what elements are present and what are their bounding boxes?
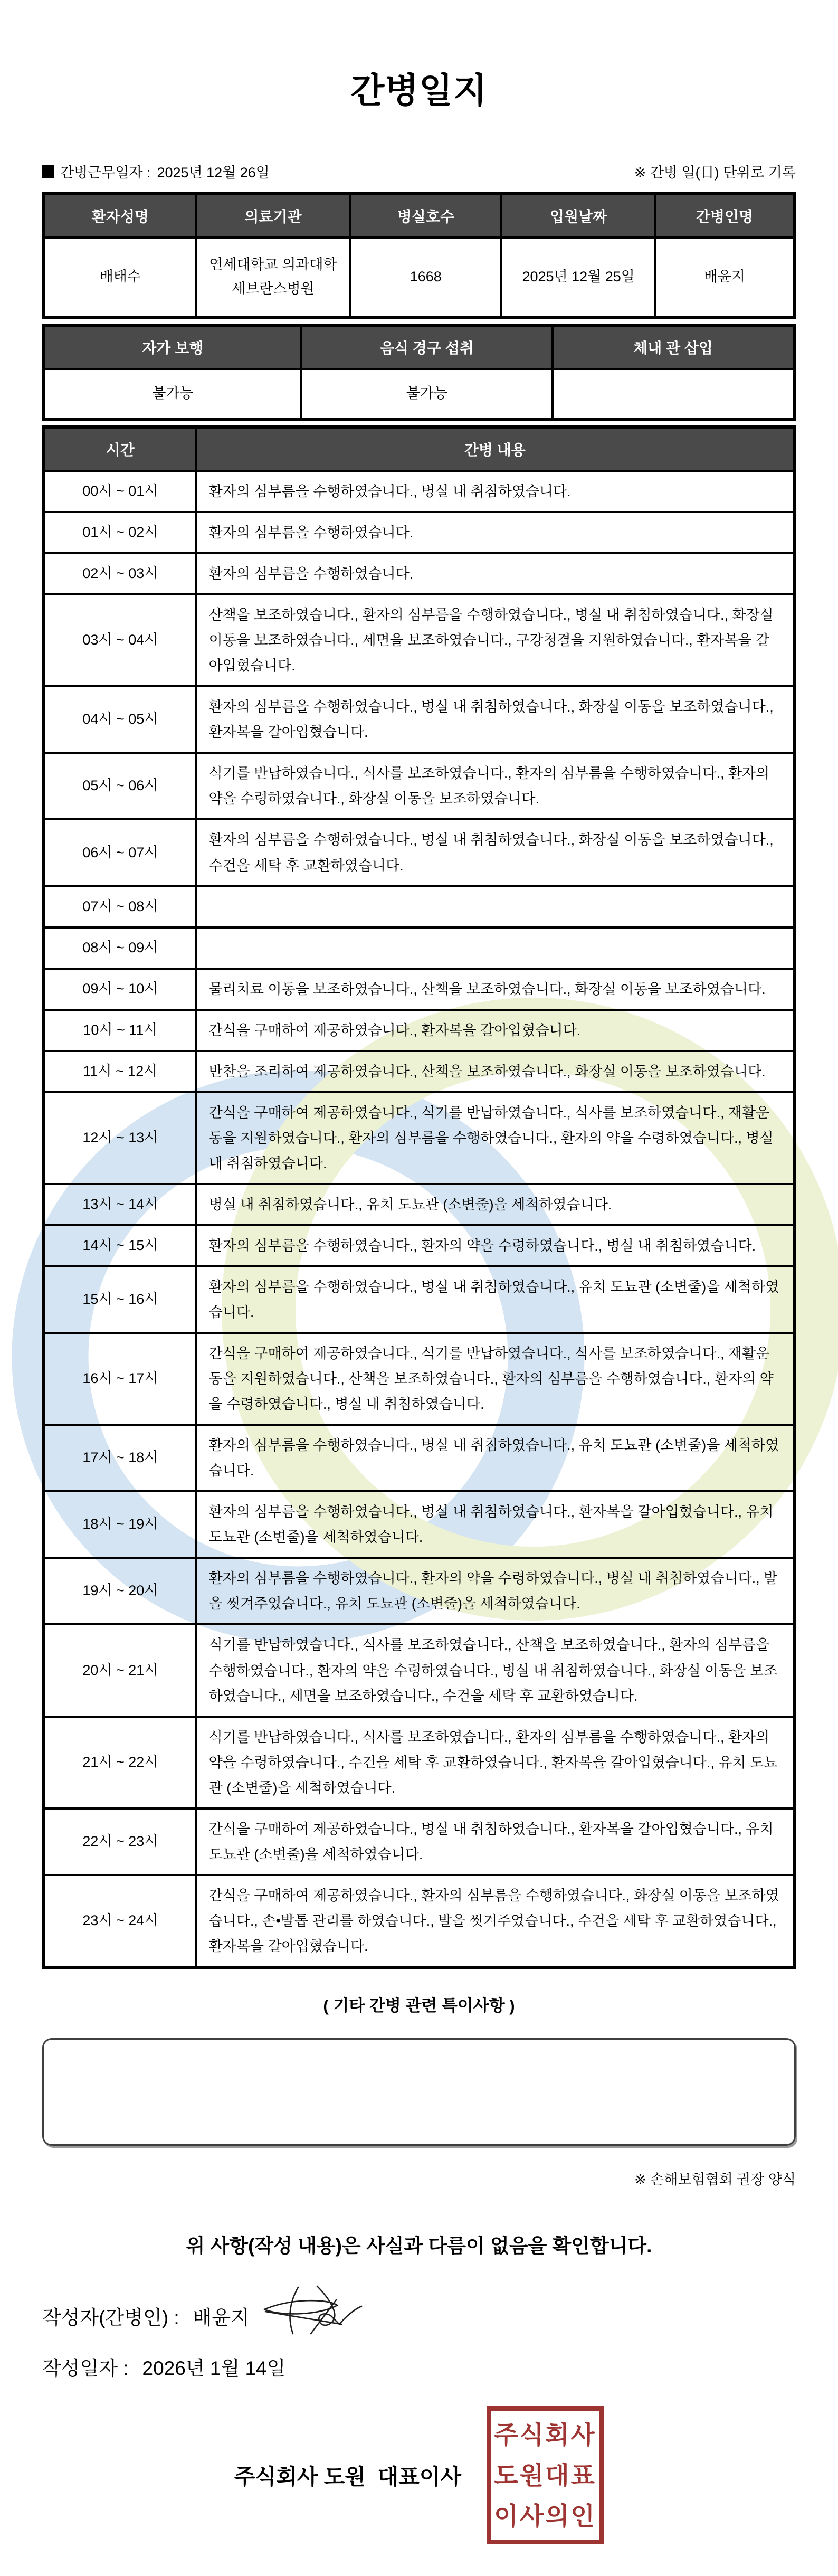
oral-intake-header: 음식 경구 섭취	[301, 325, 553, 369]
admission-date-value: 2025년 12월 25일	[501, 238, 655, 317]
care-table-row	[44, 1425, 794, 1491]
stamp-text-line: 주식회사	[494, 2421, 596, 2449]
stamp-text-line: 도원대표	[494, 2462, 596, 2490]
care-content: 환자의 심부름을 수행하였습니다., 환자의 약을 수령하였습니다., 병실 내 취침하였습니다., 발을 씻겨주었습니다., 유치 도뇨관 (소변줄)을 세척하였습니다.	[196, 1558, 794, 1624]
confirmation-statement: 위 사항(작성 내용)은 사실과 다름이 없음을 확인합니다.	[186, 2234, 652, 2257]
care-table-row	[44, 1491, 794, 1558]
hourly-care-table	[42, 425, 796, 1969]
care-content: 환자의 심부름을 수행하였습니다., 병실 내 취침하였습니다., 화장실 이동을 보조하였습니다., 수건을 세탁 후 교환하였습니다.	[196, 819, 794, 886]
care-table-row	[44, 969, 794, 1010]
care-content: 환자의 심부름을 수행하였습니다.	[196, 512, 794, 553]
care-table-row	[44, 553, 794, 594]
care-time-range: 03시 ~ 04시	[44, 594, 196, 686]
care-time-range: 11시 ~ 12시	[44, 1051, 196, 1092]
care-table-body	[44, 471, 794, 1967]
unit-note: ※ 간병 일(日) 단위로 기록	[634, 165, 796, 181]
company-seal-row	[42, 2406, 796, 2544]
care-table-row	[44, 1624, 794, 1716]
writer-label: 작성자(간병인) :	[42, 2306, 179, 2328]
patient-status-table	[42, 324, 796, 421]
medical-institution-value: 연세대학교 의과대학 세브란스병원	[196, 238, 350, 317]
care-time-range: 14시 ~ 15시	[44, 1225, 196, 1266]
care-content: 간식을 구매하여 제공하였습니다., 환자의 심부름을 수행하였습니다., 화장실 이동을 보조하였습니다., 손•발톱 관리를 하였습니다., 발을 씻겨주었습니다., 수건을 세탁 후 교환하였습니다., 환자복을 갈아입혔습니다.	[196, 1875, 794, 1967]
care-time-range: 04시 ~ 05시	[44, 686, 196, 753]
care-time-range: 00시 ~ 01시	[44, 471, 196, 512]
care-time-range: 17시 ~ 18시	[44, 1425, 196, 1491]
company-seal-stamp	[487, 2406, 604, 2544]
care-time-range: 10시 ~ 11시	[44, 1010, 196, 1051]
care-table-row	[44, 1051, 794, 1092]
care-table-row	[44, 512, 794, 553]
care-table-row	[44, 1184, 794, 1225]
care-content: 환자의 심부름을 수행하였습니다., 병실 내 취침하였습니다., 화장실 이동을 보조하였습니다., 환자복을 갈아입혔습니다.	[196, 686, 794, 753]
care-content: 간식을 구매하여 제공하였습니다., 식기를 반납하였습니다., 식사를 보조하였습니다., 재활운동을 지원하였습니다., 산책을 보조하였습니다., 환자의 심부름을 수행하였습니다., 환자의 약을 수령하였습니다., 병실 내 취침하였습니다.	[196, 1333, 794, 1425]
care-content: 산책을 보조하였습니다., 환자의 심부름을 수행하였습니다., 병실 내 취침하였습니다., 화장실 이동을 보조하였습니다., 세면을 보조하였습니다., 구강청결을 지원하였습니다., 환자복을 갈아입혔습니다.	[196, 594, 794, 686]
care-table-row	[44, 1808, 794, 1875]
filled-square-icon	[42, 165, 54, 178]
care-time-range: 20시 ~ 21시	[44, 1624, 196, 1716]
care-table-row	[44, 819, 794, 886]
care-time-range: 02시 ~ 03시	[44, 553, 196, 594]
room-number-value: 1668	[350, 238, 501, 317]
admission-date-header: 입원날짜	[501, 194, 655, 238]
patient-info-table	[42, 192, 796, 319]
write-date-line	[42, 2352, 796, 2381]
care-content: 환자의 심부름을 수행하였습니다., 병실 내 취침하였습니다., 유치 도뇨관 (소변줄)을 세척하였습니다.	[196, 1266, 794, 1333]
care-table-row	[44, 1875, 794, 1967]
caregiver-name-value: 배윤지	[655, 238, 794, 317]
internal-tube-value	[553, 369, 794, 419]
work-date-line	[42, 161, 270, 182]
medical-institution-header: 의료기관	[196, 194, 350, 238]
care-time-range: 01시 ~ 02시	[44, 512, 196, 553]
care-content	[196, 886, 794, 927]
care-time-range: 16시 ~ 17시	[44, 1333, 196, 1425]
care-time-range: 13시 ~ 14시	[44, 1184, 196, 1225]
patient-table-value-row	[44, 238, 794, 317]
care-table-row	[44, 1266, 794, 1333]
care-table-row	[44, 886, 794, 927]
special-notes-box	[42, 2038, 796, 2146]
patient-table-header-row	[44, 194, 794, 238]
page-title: 간병일지	[350, 71, 488, 110]
recommended-form-note: ※ 손해보험협회 권장 양식	[634, 2171, 796, 2187]
care-content: 간식을 구매하여 제공하였습니다., 식기를 반납하였습니다., 식사를 보조하였습니다., 재활운동을 지원하였습니다., 환자의 심부름을 수행하였습니다., 환자의 약을 수령하였습니다., 병실 내 취침하였습니다.	[196, 1092, 794, 1184]
time-column-header: 시간	[44, 427, 196, 471]
patient-name-header: 환자성명	[44, 194, 196, 238]
care-table-row	[44, 753, 794, 819]
care-time-range: 21시 ~ 22시	[44, 1717, 196, 1808]
care-time-range: 22시 ~ 23시	[44, 1808, 196, 1875]
care-content: 간식을 구매하여 제공하였습니다., 병실 내 취침하였습니다., 환자복을 갈아입혔습니다., 유치 도뇨관 (소변줄)을 세척하였습니다.	[196, 1808, 794, 1875]
care-table-row	[44, 1225, 794, 1266]
care-time-range: 18시 ~ 19시	[44, 1491, 196, 1558]
care-table-row	[44, 927, 794, 969]
work-date-label: 간병근무일자 :	[60, 165, 151, 181]
care-time-range: 06시 ~ 07시	[44, 819, 196, 886]
care-content: 식기를 반납하였습니다., 식사를 보조하였습니다., 환자의 심부름을 수행하였습니다., 환자의 약을 수령하였습니다., 화장실 이동을 보조하였습니다.	[196, 753, 794, 819]
care-table-row	[44, 594, 794, 686]
care-table-header-row	[44, 427, 794, 471]
writer-name: 배윤지	[193, 2306, 250, 2328]
room-number-header: 병실호수	[350, 194, 501, 238]
care-content: 식기를 반납하였습니다., 식사를 보조하였습니다., 환자의 심부름을 수행하였습니다., 환자의 약을 수령하였습니다., 수건을 세탁 후 교환하였습니다., 환자복을 갈아입혔습니다., 유치 도뇨관 (소변줄)을 세척하였습니다.	[196, 1717, 794, 1808]
care-table-row	[44, 1010, 794, 1051]
care-content: 환자의 심부름을 수행하였습니다., 병실 내 취침하였습니다.	[196, 471, 794, 512]
caregiver-name-header: 간병인명	[655, 194, 794, 238]
write-date-label: 작성일자 :	[42, 2357, 129, 2379]
care-time-range: 19시 ~ 20시	[44, 1558, 196, 1624]
internal-tube-header: 체내 관 삽입	[553, 325, 794, 369]
care-content: 간식을 구매하여 제공하였습니다., 환자복을 갈아입혔습니다.	[196, 1010, 794, 1051]
care-content: 환자의 심부름을 수행하였습니다., 병실 내 취침하였습니다., 유치 도뇨관 (소변줄)을 세척하였습니다.	[196, 1425, 794, 1491]
care-content: 환자의 심부름을 수행하였습니다., 환자의 약을 수령하였습니다., 병실 내 취침하였습니다.	[196, 1225, 794, 1266]
care-content: 환자의 심부름을 수행하였습니다., 병실 내 취침하였습니다., 환자복을 갈아입혔습니다., 유치 도뇨관 (소변줄)을 세척하였습니다.	[196, 1491, 794, 1558]
stamp-text-line: 이사의인	[494, 2503, 596, 2531]
meta-row	[42, 161, 796, 182]
care-table-row	[44, 1333, 794, 1425]
status-table-value-row	[44, 369, 794, 419]
care-content: 식기를 반납하였습니다., 식사를 보조하였습니다., 산책을 보조하였습니다., 환자의 심부름을 수행하였습니다., 환자의 약을 수령하였습니다., 병실 내 취침하였습니다., 화장실 이동을 보조하였습니다., 세면을 보조하였습니다., 수건을 세탁 후 교환하였습니다.	[196, 1624, 794, 1716]
care-table-row	[44, 471, 794, 512]
care-content	[196, 927, 794, 969]
care-table-row	[44, 1558, 794, 1624]
care-time-range: 09시 ~ 10시	[44, 969, 196, 1010]
care-table-row	[44, 1717, 794, 1808]
care-content-column-header: 간병 내용	[196, 427, 794, 471]
write-date-value: 2026년 1월 14일	[142, 2357, 286, 2379]
self-walking-header: 자가 보행	[44, 325, 301, 369]
care-time-range: 08시 ~ 09시	[44, 927, 196, 969]
care-time-range: 07시 ~ 08시	[44, 886, 196, 927]
care-content: 물리치료 이동을 보조하였습니다., 산책을 보조하였습니다., 화장실 이동을 보조하였습니다.	[196, 969, 794, 1010]
care-time-range: 12시 ~ 13시	[44, 1092, 196, 1184]
patient-name-value: 배태수	[44, 238, 196, 317]
oral-intake-value: 불가능	[301, 369, 553, 419]
self-walking-value: 불가능	[44, 369, 301, 419]
care-content: 환자의 심부름을 수행하였습니다.	[196, 553, 794, 594]
care-table-row	[44, 1092, 794, 1184]
care-time-range: 23시 ~ 24시	[44, 1875, 196, 1967]
care-time-range: 15시 ~ 16시	[44, 1266, 196, 1333]
status-table-header-row	[44, 325, 794, 369]
company-title: 주식회사 도원 대표이사	[234, 2465, 462, 2489]
care-time-range: 05시 ~ 06시	[44, 753, 196, 819]
signature-scribble	[262, 2284, 365, 2337]
writer-line	[42, 2302, 796, 2330]
care-table-row	[44, 686, 794, 753]
care-content: 반찬을 조리하여 제공하였습니다., 산책을 보조하였습니다., 화장실 이동을 보조하였습니다.	[196, 1051, 794, 1092]
special-notes-heading: ( 기타 간병 관련 특이사항 )	[323, 1996, 515, 2015]
work-date-value: 2025년 12월 26일	[157, 165, 270, 181]
care-content: 병실 내 취침하였습니다., 유치 도뇨관 (소변줄)을 세척하였습니다.	[196, 1184, 794, 1225]
